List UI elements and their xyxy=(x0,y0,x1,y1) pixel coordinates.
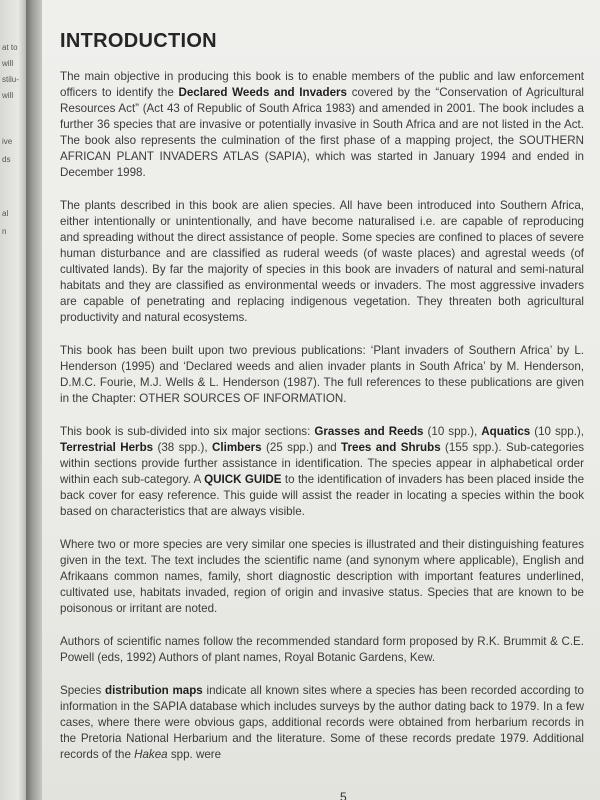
book-gutter xyxy=(26,0,42,800)
page-title: INTRODUCTION xyxy=(60,30,217,52)
section-name-trees: Trees and Shrubs xyxy=(341,441,441,454)
prev-page-fragment: will xyxy=(2,59,14,68)
prev-page-fragment: ds xyxy=(2,155,11,164)
page-number: 5 xyxy=(340,790,347,800)
previous-page-edge xyxy=(0,0,26,800)
paragraph-sections xyxy=(60,424,584,520)
italic-genus: Hakea xyxy=(134,748,168,761)
text-run: (155 spp.). Sub-categories within sections provide further assistance in identification. The species appear in alphabetical order within each sub-category. A xyxy=(60,441,584,486)
prev-page-fragment: will xyxy=(2,91,14,100)
section-name-herbs: Terrestrial Herbs xyxy=(60,441,154,454)
text-run: (10 spp.), xyxy=(423,425,482,438)
text-run: spp. were xyxy=(167,748,222,761)
paragraph-authors: Authors of scientific names follow the recommended standard form proposed by R.K. Brummit & C.E. Powell (eds, 1992) Authors of plant names, Royal Botanic Gardens, Kew. xyxy=(60,635,584,664)
text-run: to the identification of invaders has been placed inside the back cover for easy reference. This guide will assist the reader in locating a species within the book based on characteristics that are always visible. xyxy=(60,473,585,518)
text-run: (10 spp.), xyxy=(530,425,585,438)
prev-page-fragment: at to xyxy=(2,43,18,52)
text-run: Species xyxy=(60,684,105,697)
text-run: covered by the “Conservation of Agricultural Resources Act” (Act 43 of Republic of South Africa 1983) and amended in 2001. The book includes a further 36 species that are invasive or potentially invasive in South Africa and are not listed in the Act. The book also represents the culmination of the first phase of a mapping project, the SOUTHERN AFRICAN PLANT INVADERS ATLAS (SAPIA), which was started in January 1994 and ended in December 1998. xyxy=(60,86,584,179)
paragraph-alien-species: The plants described in this book are alien species. All have been introduced into Southern Africa, either intentionally or unintentionally, and have become naturalised i.e. are capable of reproducing and spreading without the direct assistance of people. Some species are confined to places of severe human disturbance and are classified as ruderal weeds (of waste places) and agrestal weeds (of cultivated lands). By far the majority of species in this book are invaders of natural and semi-natural habitats and they are classified as environmental weeds or invaders. The most aggressive invaders are capable of penetrating and replacing indigenous vegetation. They threaten both agricultural productivity and natural ecosystems. xyxy=(60,199,584,324)
paragraph-objective xyxy=(60,69,584,181)
paragraph-previous-publications: This book has been built upon two previous publications: ‘Plant invaders of Southern Africa’ by L. Henderson (1995) and ‘Declared weeds and alien invader plants in South Africa’ by M. Henderson, D.M.C. Fourie, M.J. Wells & L. Henderson (1987). The full references to these publications are given in the Chapter: OTHER SOURCES OF INFORMATION. xyxy=(60,344,584,405)
prev-page-fragment: stilu- xyxy=(2,75,19,84)
book-page xyxy=(42,0,600,800)
section-name-climbers: Climbers xyxy=(212,441,262,454)
text-run: indicate all known sites where a species has been recorded according to information in the SAPIA database which includes surveys by the author dating back to 1979. In a few cases, where there were obvious gaps, additional records were obtained from herbarium records in the Pretoria National Herbarium and the literature. Some of these records predate 1979. Additional records of the xyxy=(60,684,584,761)
paragraph-distribution-maps xyxy=(60,683,584,763)
quick-guide-term: QUICK GUIDE xyxy=(204,473,282,486)
text-run: (38 spp.), xyxy=(153,441,213,454)
bold-term: Declared Weeds and Invaders xyxy=(178,86,347,99)
text-run: This book is sub-divided into six major sections: xyxy=(60,425,315,438)
section-name-grasses: Grasses and Reeds xyxy=(314,425,424,438)
paragraph-similar-species: Where two or more species are very similar one species is illustrated and their distinguishing features given in the text. The text includes the scientific name (and synonym where applicable), English and Afrikaans common names, family, short diagnostic description with important features underlined, cultivated use, habitats invaded, region of origin and invasive status. Species that are known to be poisonous or irritant are noted. xyxy=(60,538,584,615)
section-name-aquatics: Aquatics xyxy=(481,425,531,438)
bold-term: distribution maps xyxy=(104,684,203,697)
page-content xyxy=(60,30,584,780)
text-run: (25 spp.) and xyxy=(261,441,342,454)
prev-page-fragment: n xyxy=(2,227,7,236)
prev-page-fragment: ive xyxy=(2,137,13,146)
prev-page-fragment: al xyxy=(2,209,9,218)
text-run: The main objective in producing this book is to enable members of the public and law enforcement officers to identify the xyxy=(60,70,584,99)
